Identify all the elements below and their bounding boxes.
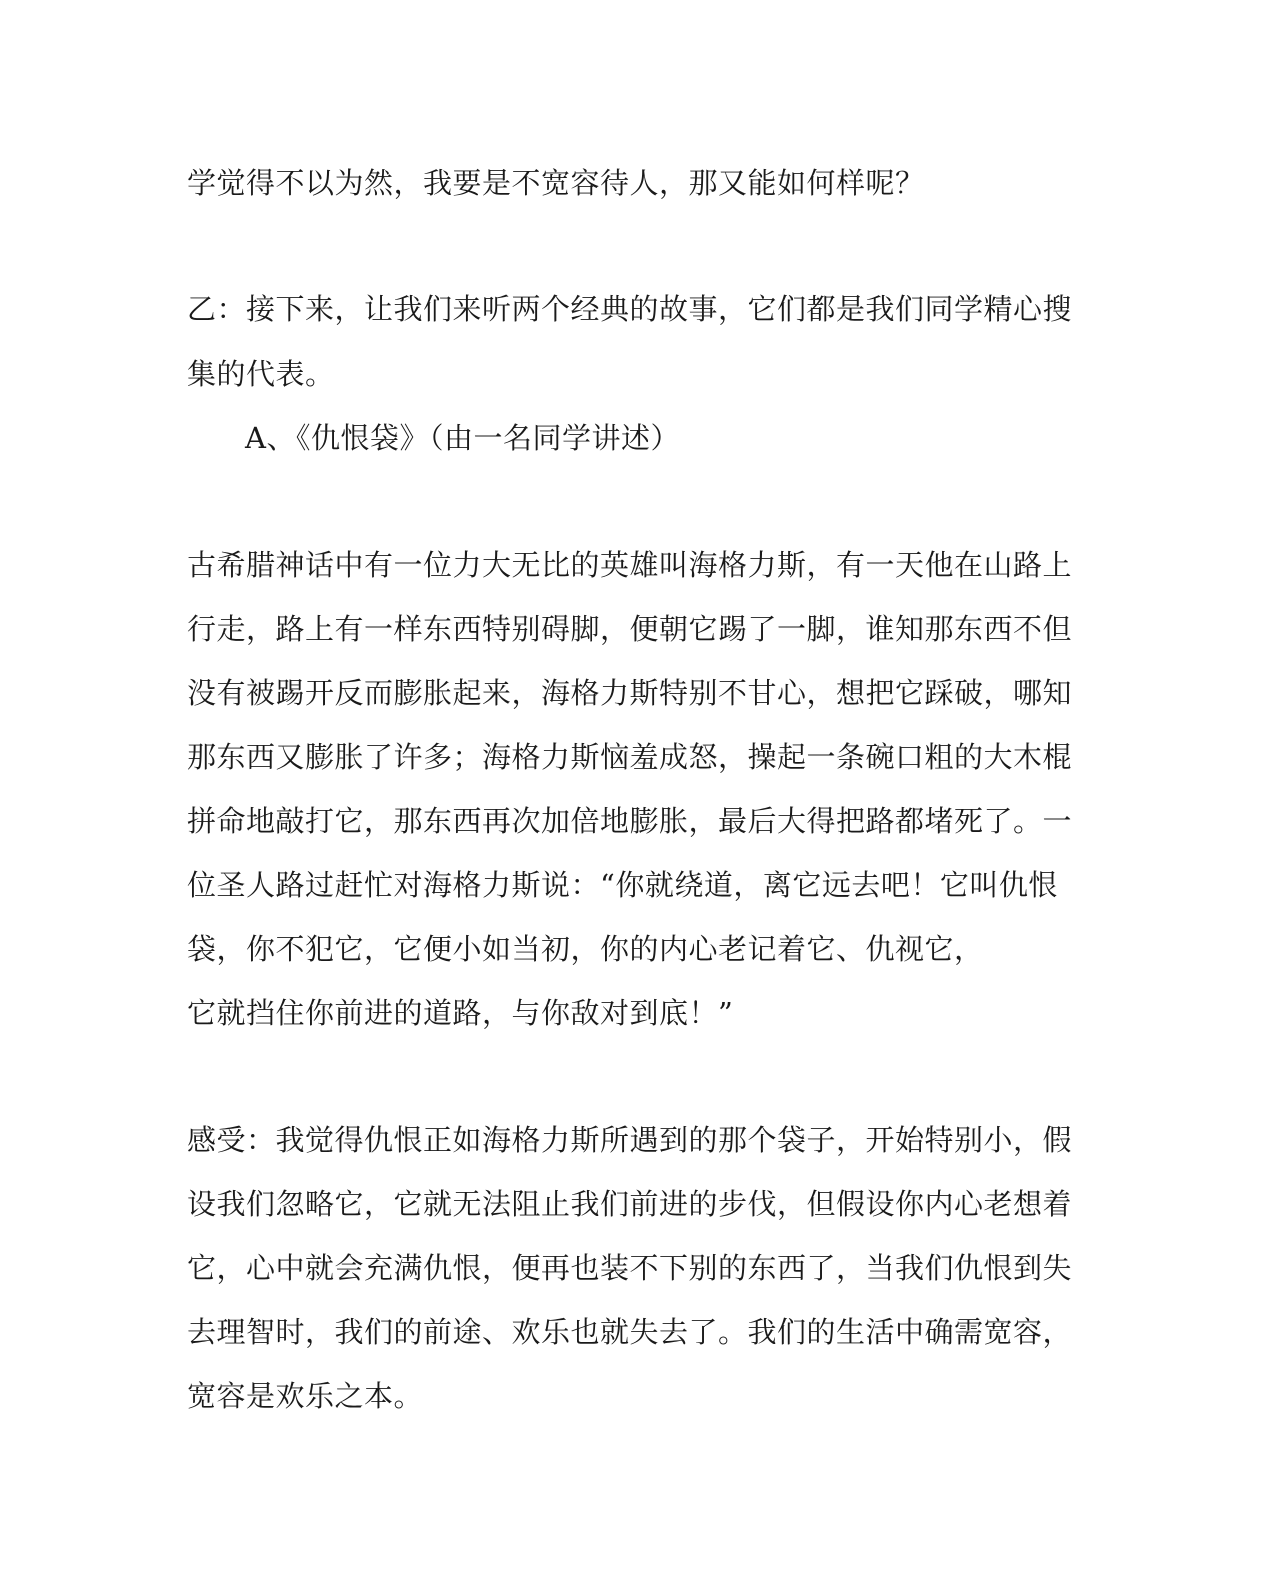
story-heading: A、《仇恨袋》（由一名同学讲述） <box>245 421 680 455</box>
text-line: 位圣人路过赶忙对海格力斯说：“你就绕道，离它远去吧！它叫仇恨 <box>187 868 1058 902</box>
text-line: 感受：我觉得仇恨正如海格力斯所遇到的那个袋子，开始特别小，假 <box>187 1123 1073 1157</box>
text-line: 没有被踢开反而膨胀起来，海格力斯特别不甘心，想把它踩破，哪知 <box>187 676 1073 710</box>
text-line: 乙：接下来，让我们来听两个经典的故事，它们都是我们同学精心搜 <box>187 292 1073 326</box>
text-line: 宽容是欢乐之本。 <box>187 1379 424 1413</box>
text-line: 它就挡住你前进的道路，与你敌对到底！” <box>187 996 734 1030</box>
text-line: 袋，你不犯它，它便小如当初，你的内心老记着它、仇视它， <box>187 932 984 966</box>
text-line: 去理智时，我们的前途、欢乐也就失去了。我们的生活中确需宽容， <box>187 1315 1073 1349</box>
text-line: 那东西又膨胀了许多；海格力斯恼羞成怒，操起一条碗口粗的大木棍 <box>187 740 1073 774</box>
text-line: 学觉得不以为然，我要是不宽容待人，那又能如何样呢？ <box>187 166 925 200</box>
text-line: 集的代表。 <box>187 357 335 391</box>
text-line: 拼命地敲打它，那东西再次加倍地膨胀，最后大得把路都堵死了。一 <box>187 804 1073 838</box>
text-line: 它，心中就会充满仇恨，便再也装不下别的东西了，当我们仇恨到失 <box>187 1251 1073 1285</box>
text-line: 行走，路上有一样东西特别碍脚，便朝它踢了一脚，谁知那东西不但 <box>187 612 1073 646</box>
text-line: 设我们忽略它，它就无法阻止我们前进的步伐，但假设你内心老想着 <box>187 1187 1073 1221</box>
text-line: 古希腊神话中有一位力大无比的英雄叫海格力斯，有一天他在山路上 <box>187 548 1073 582</box>
